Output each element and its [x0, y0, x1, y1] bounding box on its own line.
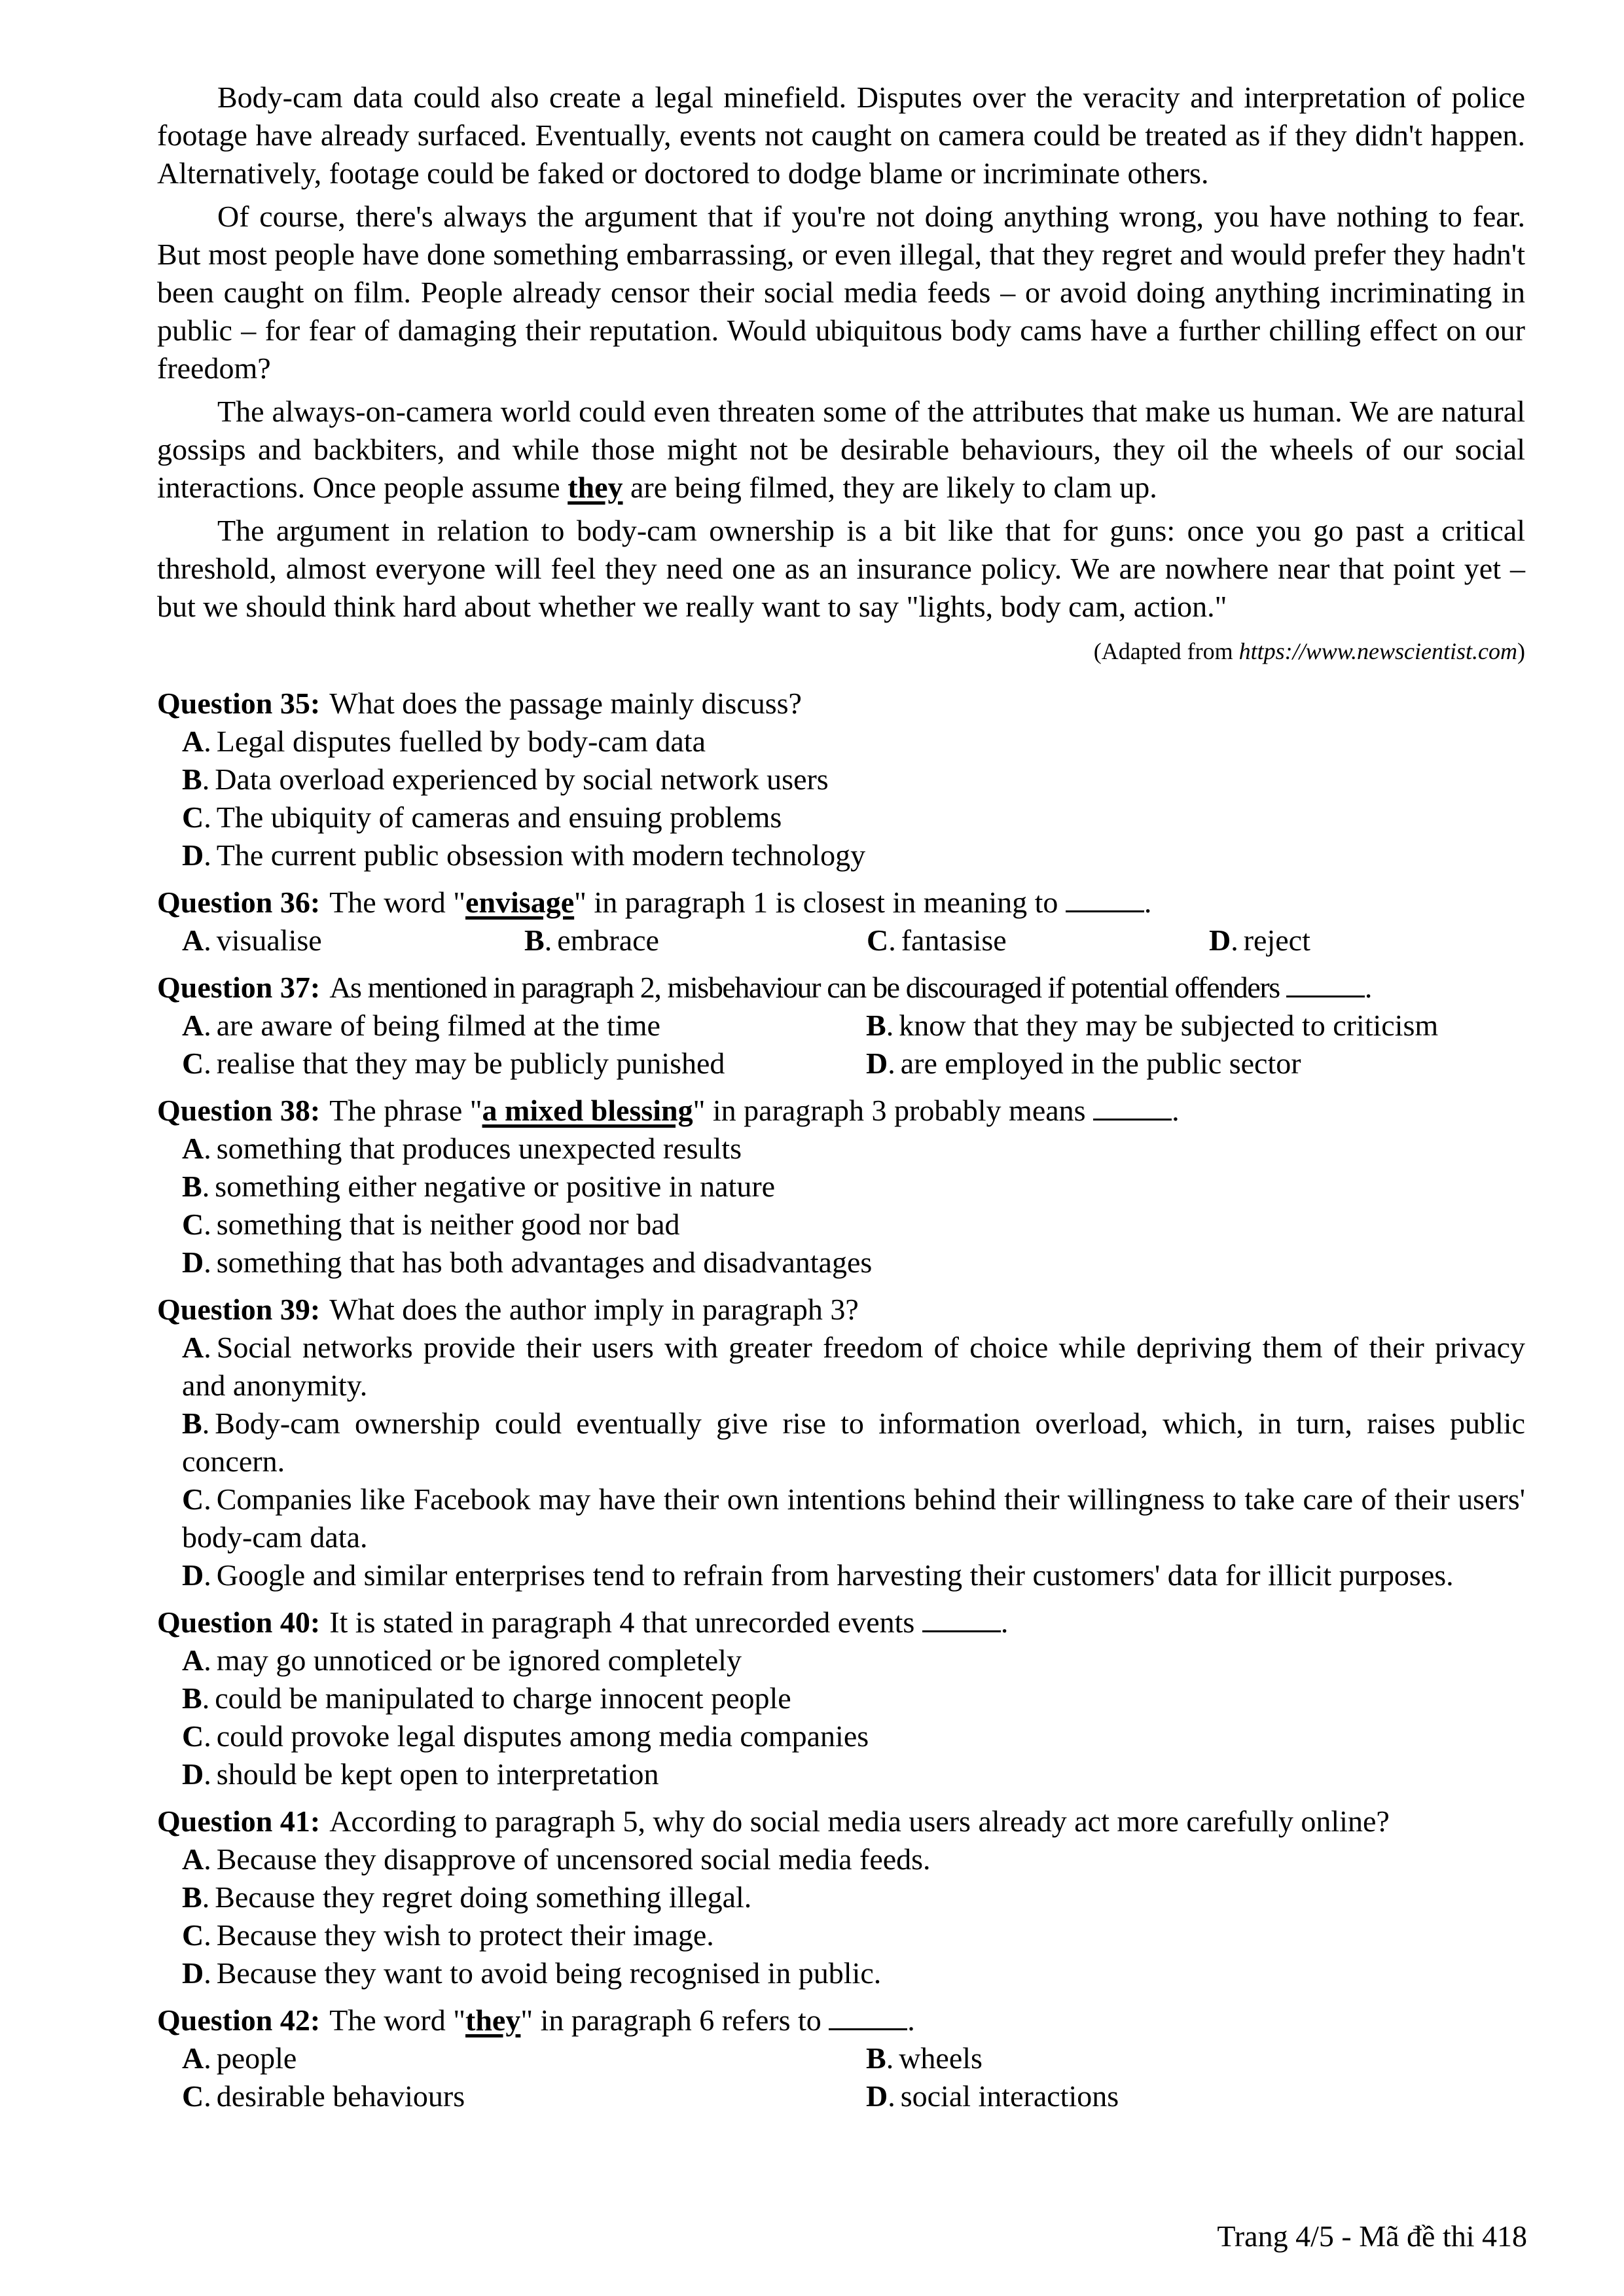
option-letter: B	[182, 1170, 202, 1203]
question-text-end: .	[1144, 886, 1152, 919]
question-text-part: It is stated in paragraph 4 that unrecorded events	[329, 1605, 922, 1639]
option-text: visualise	[216, 924, 322, 957]
source-citation	[157, 635, 1525, 668]
question-label: Question 42:	[157, 2003, 321, 2037]
question-stem	[157, 1092, 1525, 1130]
option-b[interactable]: B. Because they regret doing something illegal.	[182, 1880, 752, 1914]
option-text: Because they regret doing something illegal.	[215, 1880, 752, 1914]
question-text-part: " in paragraph 1 is closest in meaning to	[574, 886, 1066, 919]
option-b[interactable]: B. something either negative or positive in nature	[182, 1170, 776, 1203]
option-text: something that produces unexpected results	[216, 1132, 742, 1165]
option-b[interactable]: B. Data overload experienced by social network users	[182, 762, 829, 796]
question-label: Question 41:	[157, 1804, 321, 1838]
option-letter: D	[866, 1047, 888, 1080]
answer-blank	[1093, 1094, 1172, 1121]
option-b[interactable]: B. wheels	[866, 2041, 983, 2075]
question-41	[157, 1803, 1525, 1992]
question-40	[157, 1604, 1525, 1793]
options-list	[157, 1840, 1525, 1992]
answer-blank	[922, 1605, 1001, 1632]
option-text: Google and similar enterprises tend to refrain from harvesting their customers' data for illicit purposes.	[216, 1558, 1454, 1592]
paragraph-text: are being filmed, they are likely to clam up.	[623, 471, 1157, 504]
option-c[interactable]: C. realise that they may be publicly punished	[182, 1047, 725, 1080]
option-c[interactable]: C. something that is neither good nor bad	[182, 1208, 680, 1241]
option-text: The current public obsession with modern technology	[216, 838, 866, 872]
question-stem	[157, 884, 1525, 922]
question-37	[157, 969, 1525, 1083]
option-letter: C	[182, 2079, 204, 2113]
question-39	[157, 1291, 1525, 1594]
question-label: Question 36:	[157, 886, 321, 919]
highlighted-word-they: they	[568, 471, 623, 504]
option-letter: A	[182, 1331, 204, 1364]
option-text: are employed in the public sector	[900, 1047, 1301, 1080]
option-d[interactable]: D. reject	[1209, 924, 1310, 957]
option-d[interactable]: D. something that has both advantages and disadvantages	[182, 1246, 873, 1279]
passage-paragraph-6	[157, 393, 1525, 507]
option-letter: A	[182, 725, 204, 758]
question-35	[157, 685, 1525, 874]
option-c[interactable]: C. could provoke legal disputes among media companies	[182, 1719, 869, 1753]
option-c[interactable]: C. The ubiquity of cameras and ensuing problems	[182, 800, 782, 834]
options-list	[157, 2039, 1525, 2115]
question-36	[157, 884, 1525, 960]
option-text: realise that they may be publicly punished	[216, 1047, 725, 1080]
option-c[interactable]: C. Because they wish to protect their image.	[182, 1918, 714, 1952]
option-letter: B	[524, 924, 545, 957]
option-text: could be manipulated to charge innocent people	[215, 1681, 791, 1715]
page-footer: Trang 4/5 - Mã đề thi 418	[1217, 2219, 1527, 2253]
options-list	[157, 922, 1525, 960]
option-b[interactable]: B. embrace	[524, 924, 659, 957]
option-letter: B	[866, 1009, 886, 1042]
answer-blank	[1286, 971, 1365, 997]
question-stem	[157, 1291, 1525, 1329]
question-text-part: " in paragraph 3 probably means	[693, 1094, 1094, 1127]
option-text: Because they want to avoid being recognised in public.	[216, 1956, 882, 1990]
option-letter: A	[182, 1842, 204, 1876]
option-letter: C	[182, 1719, 204, 1753]
answer-blank	[1066, 886, 1144, 912]
question-label: Question 35:	[157, 687, 321, 720]
option-letter: D	[866, 2079, 888, 2113]
question-text-end: .	[907, 2003, 915, 2037]
question-stem	[157, 685, 1525, 723]
option-a[interactable]: A. visualise	[182, 924, 322, 957]
question-label: Question 40:	[157, 1605, 321, 1639]
question-stem	[157, 969, 1525, 1007]
question-text	[329, 1605, 1008, 1639]
option-text: Social networks provide their users with greater freedom of choice while depriving them of their privacy and anonymity.	[182, 1331, 1525, 1402]
option-text: Legal disputes fuelled by body-cam data	[216, 725, 706, 758]
option-text: social interactions	[900, 2079, 1119, 2113]
option-letter: A	[182, 1643, 204, 1677]
question-stem	[157, 1803, 1525, 1840]
option-letter: D	[182, 1558, 204, 1592]
option-text: embrace	[557, 924, 659, 957]
source-suffix: )	[1517, 638, 1525, 664]
option-a[interactable]: A. something that produces unexpected results	[182, 1132, 742, 1165]
option-letter: C	[182, 1208, 204, 1241]
option-letter: B	[866, 2041, 886, 2075]
source-url: https://www.newscientist.com	[1238, 638, 1517, 664]
option-letter: D	[182, 1246, 204, 1279]
question-text-part: The word "	[329, 2003, 466, 2037]
question-label: Question 37:	[157, 971, 321, 1004]
option-d[interactable]: D. should be kept open to interpretation	[182, 1757, 659, 1791]
question-text-end: .	[1000, 1605, 1009, 1639]
question-38	[157, 1092, 1525, 1282]
option-d[interactable]: D. Because they want to avoid being recognised in public.	[182, 1956, 882, 1990]
option-text: Because they disapprove of uncensored social media feeds.	[216, 1842, 931, 1876]
option-text: The ubiquity of cameras and ensuing problems	[216, 800, 782, 834]
option-letter: A	[182, 1132, 204, 1165]
highlighted-phrase-a-mixed-blessing: a mixed blessing	[482, 1094, 693, 1127]
option-c[interactable]: C. fantasise	[867, 924, 1007, 957]
option-d[interactable]: D. are employed in the public sector	[866, 1047, 1301, 1080]
question-text	[329, 971, 1371, 1004]
option-text: wheels	[899, 2041, 983, 2075]
question-stem	[157, 2001, 1525, 2039]
option-text: something either negative or positive in nature	[215, 1170, 776, 1203]
option-b[interactable]: B. Body-cam ownership could eventually give rise to information overload, which, in turn, raises public concern.	[182, 1407, 1525, 1478]
exam-page	[157, 79, 1525, 2125]
option-a[interactable]: A. people	[182, 2041, 297, 2075]
option-text: something that is neither good nor bad	[216, 1208, 680, 1241]
question-text-end: .	[1364, 971, 1371, 1004]
option-text: fantasise	[901, 924, 1007, 957]
passage-paragraph-4: Body-cam data could also create a legal minefield. Disputes over the veracity and interpretation of police footage have already surfaced. Eventually, events not caught on camera could be treated as if they didn't happen. Alternatively, footage could be faked or doctored to dodge blame or incriminate others.	[157, 81, 1525, 190]
option-text: should be kept open to interpretation	[216, 1757, 659, 1791]
option-letter: D	[182, 1757, 204, 1791]
option-letter: C	[867, 924, 889, 957]
question-text-part: As mentioned in paragraph 2, misbehaviour can be discouraged if potential offenders	[329, 971, 1286, 1004]
reading-passage	[157, 79, 1525, 668]
options-list	[157, 1329, 1525, 1594]
option-a[interactable]: A. Legal disputes fuelled by body-cam data	[182, 725, 706, 758]
option-text: may go unnoticed or be ignored completely	[216, 1643, 742, 1677]
option-letter: D	[182, 838, 204, 872]
option-text: something that has both advantages and disadvantages	[216, 1246, 873, 1279]
option-d[interactable]: D. social interactions	[866, 2079, 1119, 2113]
option-text: desirable behaviours	[216, 2079, 465, 2113]
option-text: Companies like Facebook may have their own intentions behind their willingness to take care of their users' body-cam data.	[182, 1482, 1525, 1554]
question-stem	[157, 1604, 1525, 1641]
question-text: What does the author imply in paragraph 3?	[329, 1293, 859, 1326]
option-text: are aware of being filmed at the time	[216, 1009, 660, 1042]
paragraph-text: The always-on-camera world could even threaten some of the attributes that make us human. We are natural gossips and backbiters, and while those might not be desirable behaviours, they oil the wheels of our social interactions. Once people assume	[157, 395, 1525, 504]
option-letter: C	[182, 1482, 204, 1516]
question-text-part: The phrase "	[329, 1094, 482, 1127]
option-letter: D	[1209, 924, 1231, 957]
options-list	[157, 1130, 1525, 1282]
highlighted-word-envisage: envisage	[465, 886, 575, 919]
option-c[interactable]: C. Companies like Facebook may have their own intentions behind their willingness to take care of their users' body-cam data.	[182, 1482, 1525, 1554]
option-letter: A	[182, 924, 204, 957]
question-42	[157, 2001, 1525, 2115]
option-letter: B	[182, 1407, 202, 1440]
option-letter: D	[182, 1956, 204, 1990]
option-text: people	[216, 2041, 297, 2075]
question-text: What does the passage mainly discuss?	[329, 687, 802, 720]
option-text: could provoke legal disputes among media companies	[216, 1719, 869, 1753]
source-prefix: (Adapted from	[1093, 638, 1239, 664]
option-text: know that they may be subjected to criticism	[899, 1009, 1439, 1042]
option-a[interactable]: A. are aware of being filmed at the time	[182, 1009, 660, 1042]
option-letter: B	[182, 1880, 202, 1914]
option-b[interactable]: B. know that they may be subjected to criticism	[866, 1009, 1439, 1042]
option-letter: A	[182, 1009, 204, 1042]
option-a[interactable]: A. Because they disapprove of uncensored social media feeds.	[182, 1842, 931, 1876]
option-a[interactable]: A. may go unnoticed or be ignored completely	[182, 1643, 742, 1677]
option-c[interactable]: C. desirable behaviours	[182, 2079, 465, 2113]
options-list	[157, 723, 1525, 874]
question-label: Question 39:	[157, 1293, 321, 1326]
passage-paragraph-7: The argument in relation to body-cam ownership is a bit like that for guns: once you go past a critical threshold, almost everyone will feel they need one as an insurance policy. We are nowhere near that point yet – but we should think hard about whether we really want to say "lights, body cam, action."	[157, 514, 1525, 623]
highlighted-word-they: they	[465, 2003, 521, 2037]
option-letter: B	[182, 762, 202, 796]
option-d[interactable]: D. The current public obsession with modern technology	[182, 838, 866, 872]
option-text: Body-cam ownership could eventually give rise to information overload, which, in turn, raises public concern.	[182, 1407, 1525, 1478]
option-d[interactable]: D. Google and similar enterprises tend to refrain from harvesting their customers' data for illicit purposes.	[182, 1558, 1454, 1592]
option-letter: C	[182, 1918, 204, 1952]
option-b[interactable]: B. could be manipulated to charge innocent people	[182, 1681, 791, 1715]
question-text	[329, 1094, 1179, 1127]
question-label: Question 38:	[157, 1094, 321, 1127]
option-letter: A	[182, 2041, 204, 2075]
options-list	[157, 1641, 1525, 1793]
option-letter: C	[182, 1047, 204, 1080]
option-text: reject	[1243, 924, 1310, 957]
options-list	[157, 1007, 1525, 1083]
option-a[interactable]: A. Social networks provide their users with greater freedom of choice while depriving them of their privacy and anonymity.	[182, 1331, 1525, 1402]
answer-blank	[829, 2003, 907, 2030]
option-letter: B	[182, 1681, 202, 1715]
question-text	[329, 886, 1151, 919]
question-text-part: The word "	[329, 886, 466, 919]
question-text	[329, 2003, 915, 2037]
option-letter: C	[182, 800, 204, 834]
passage-paragraph-5: Of course, there's always the argument that if you're not doing anything wrong, you have nothing to fear. But most people have done something embarrassing, or even illegal, that they regret and would prefer they hadn't been caught on film. People already censor their social media feeds – or avoid doing anything incriminating in public – for fear of damaging their reputation. Would ubiquitous body cams have a further chilling effect on our freedom?	[157, 200, 1525, 385]
option-text: Data overload experienced by social network users	[215, 762, 829, 796]
question-text-part: " in paragraph 6 refers to	[520, 2003, 829, 2037]
question-text-end: .	[1172, 1094, 1180, 1127]
question-text: According to paragraph 5, why do social media users already act more carefully online?	[329, 1804, 1390, 1838]
option-text: Because they wish to protect their image.	[216, 1918, 714, 1952]
